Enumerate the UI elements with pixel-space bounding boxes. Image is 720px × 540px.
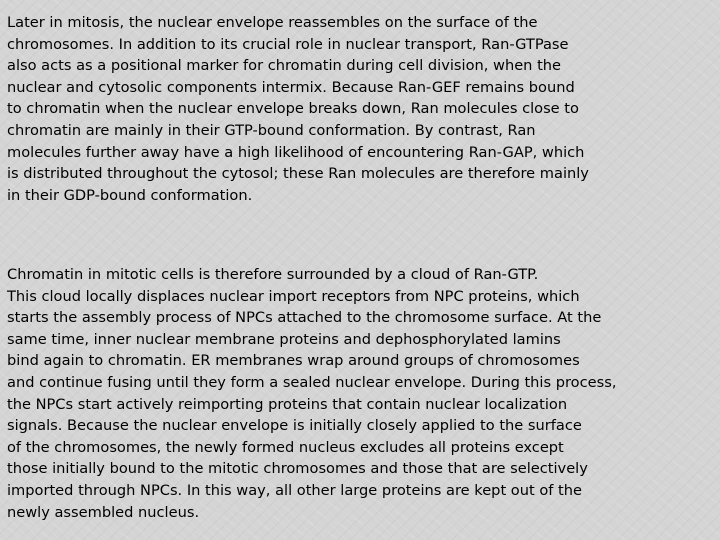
text-line: Chromatin in mitotic cells is therefore surrounded by a cloud of Ran-GTP.	[7, 266, 539, 283]
text-line: starts the assembly process of NPCs attached to the chromosome surface. At the	[7, 309, 602, 327]
text-line: Later in mitosis, the nuclear envelope reassembles on the surface of the	[7, 14, 538, 31]
text-line: those initially bound to the mitotic chromosomes and those that are selectively	[7, 460, 588, 478]
text-line: chromosomes. In addition to its crucial role in nuclear transport, Ran-GTPase	[7, 35, 569, 53]
text-line: signals. Because the nuclear envelope is initially closely applied to the surface	[7, 417, 582, 435]
text-line: This cloud locally displaces nuclear import receptors from NPC proteins, which	[7, 287, 580, 305]
text-line: newly assembled nucleus.	[7, 503, 200, 521]
paragraph-nuclear-envelope-reassembly	[7, 12, 589, 206]
paragraph-ran-gtp-cloud	[7, 264, 616, 523]
text-line: nuclear and cytosolic components intermix. Because Ran-GEF remains bound	[7, 78, 575, 96]
text-line: of the chromosomes, the newly formed nucleus excludes all proteins except	[7, 438, 564, 456]
text-line: in their GDP-bound conformation.	[7, 186, 253, 204]
text-line: to chromatin when the nuclear envelope breaks down, Ran molecules close to	[7, 100, 579, 118]
text-line: chromatin are mainly in their GTP-bound conformation. By contrast, Ran	[7, 121, 536, 139]
text-line: molecules further away have a high likelihood of encountering Ran-GAP, which	[7, 143, 585, 161]
text-line: imported through NPCs. In this way, all other large proteins are kept out of the	[7, 481, 583, 499]
text-line: is distributed throughout the cytosol; these Ran molecules are therefore mainly	[7, 165, 589, 183]
text-line: same time, inner nuclear membrane proteins and dephosphorylated lamins	[7, 330, 561, 348]
text-line: the NPCs start actively reimporting proteins that contain nuclear localization	[7, 395, 568, 413]
text-line: also acts as a positional marker for chromatin during cell division, when the	[7, 57, 562, 75]
text-line: and continue fusing until they form a sealed nuclear envelope. During this process,	[7, 373, 617, 391]
text-line: bind again to chromatin. ER membranes wrap around groups of chromosomes	[7, 352, 580, 370]
